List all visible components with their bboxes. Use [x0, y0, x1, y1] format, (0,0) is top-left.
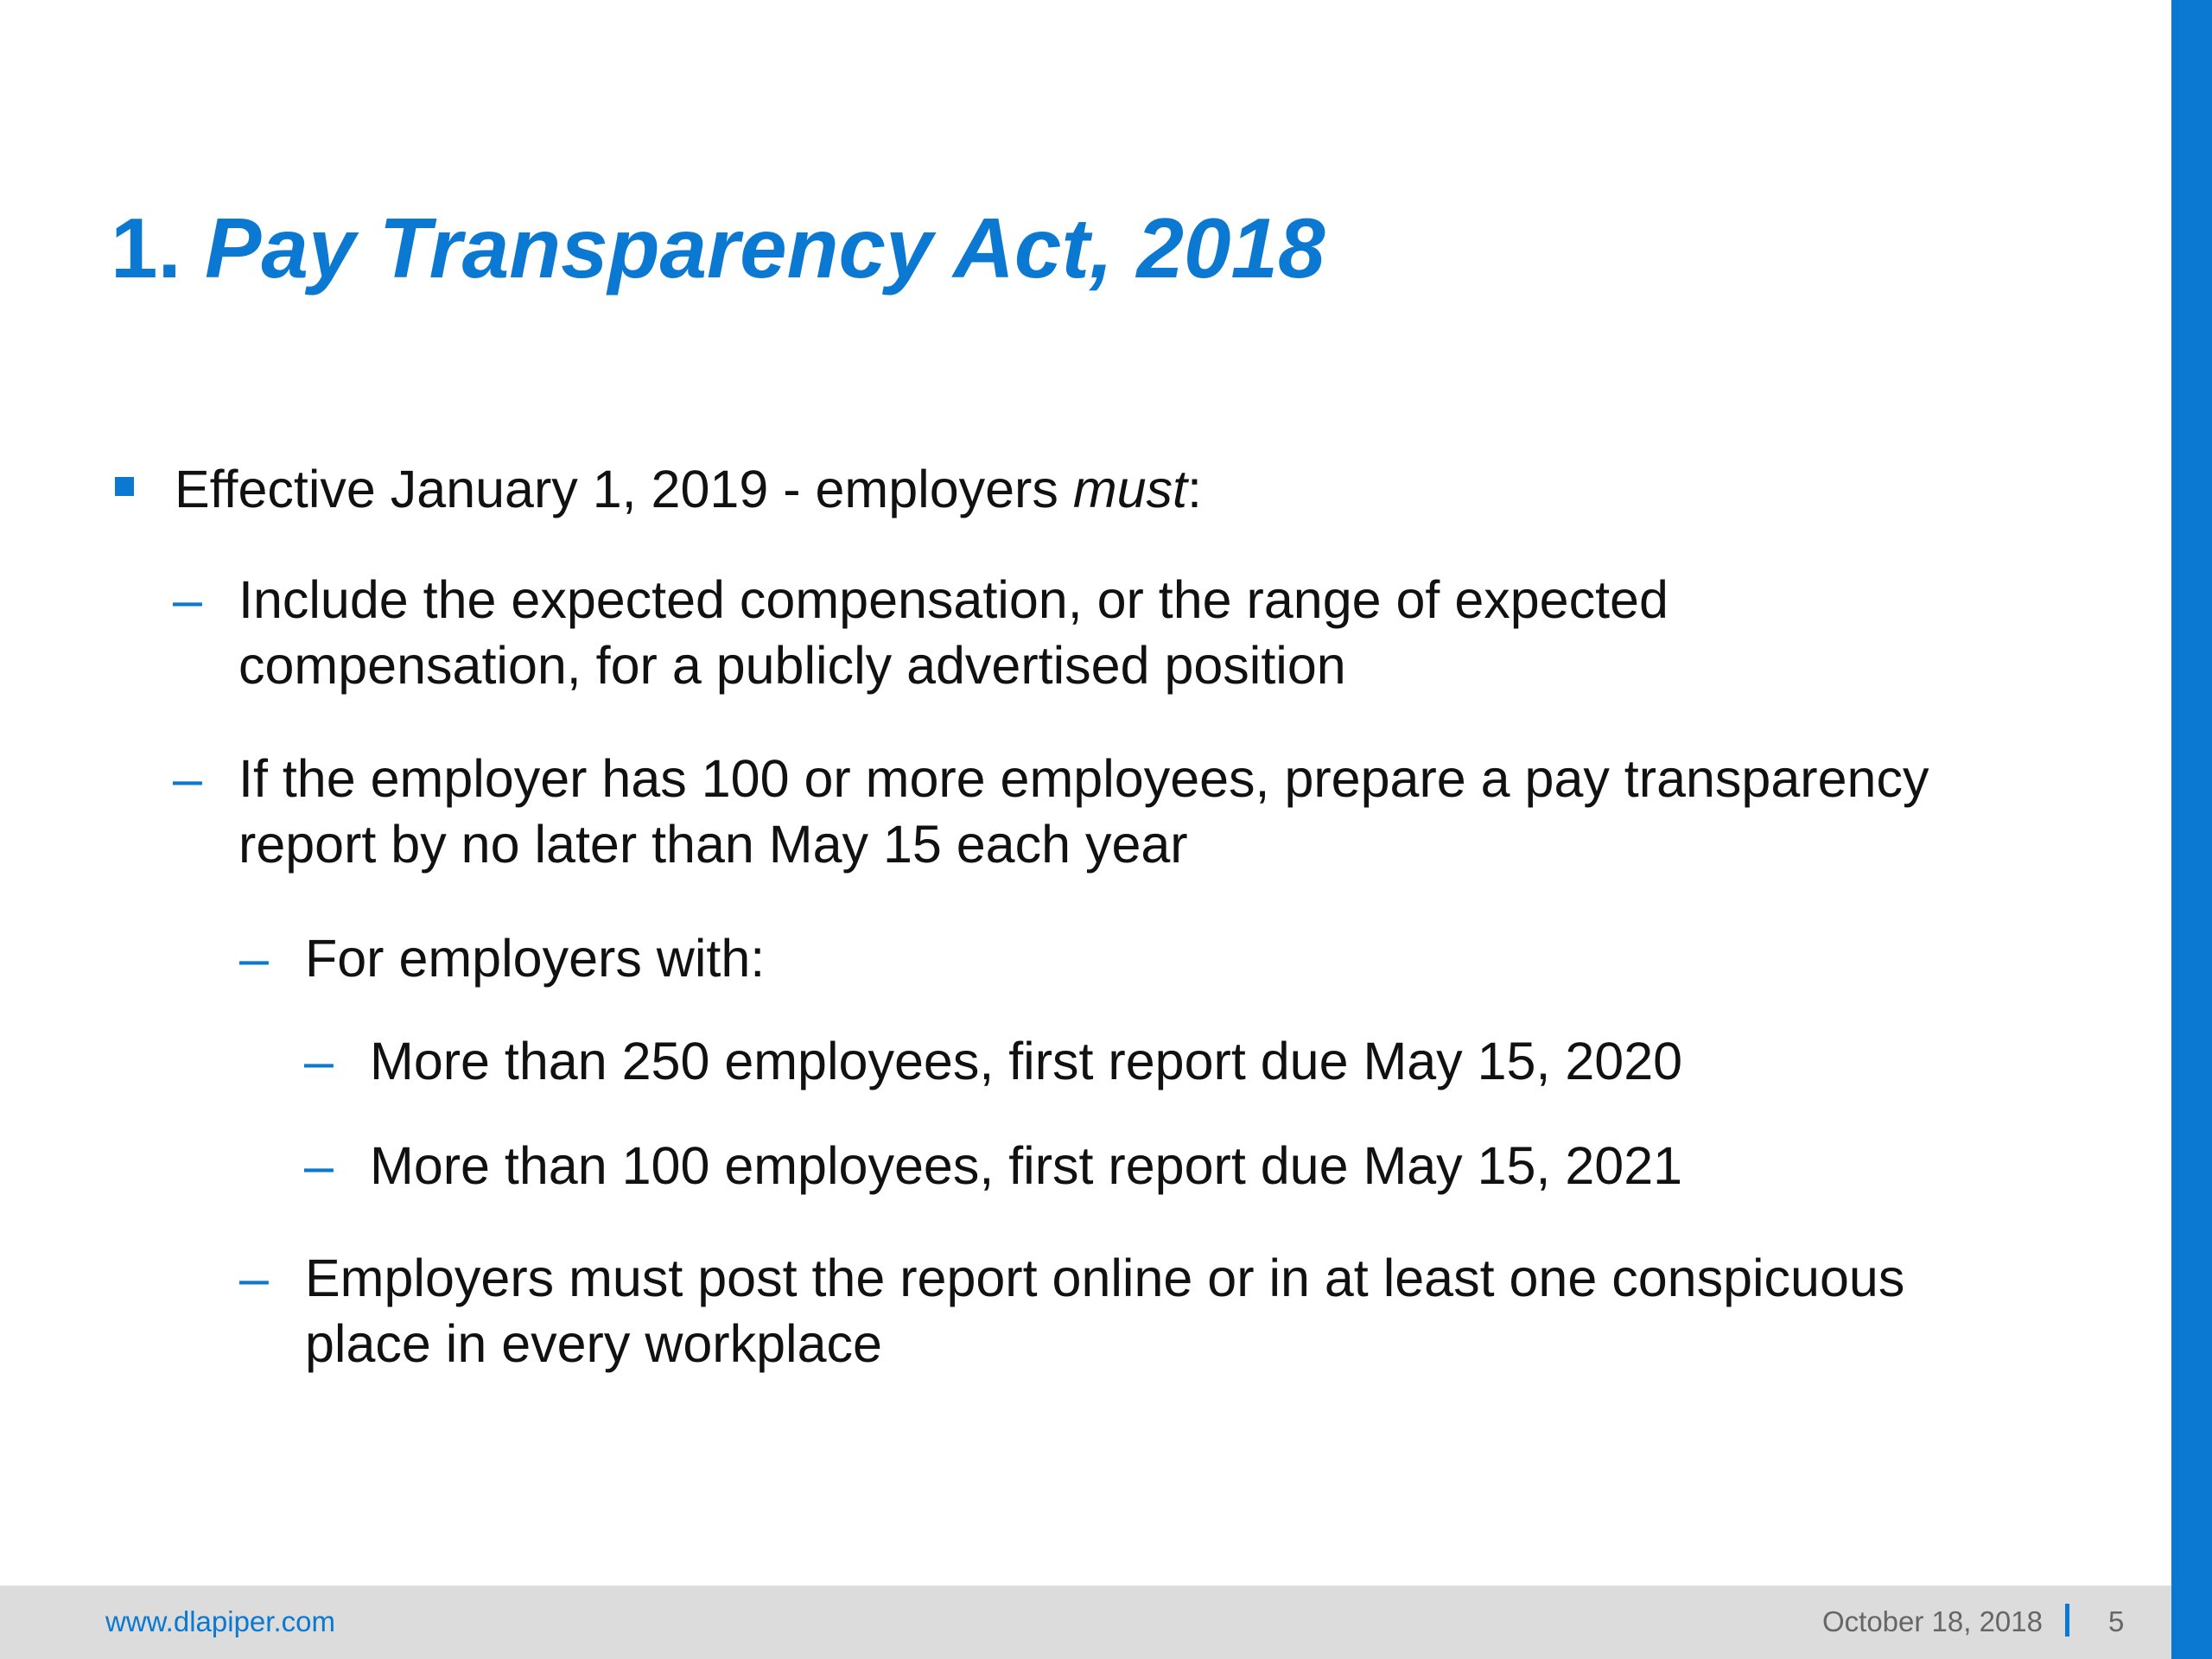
footer-url-link[interactable]: www.dlapiper.com: [105, 1605, 335, 1637]
dash-bullet-icon: –: [304, 1136, 334, 1195]
bullet-emphasis: must: [1072, 460, 1187, 518]
footer-separator: [2065, 1604, 2069, 1637]
sub-bullet-100-employees: More than 100 employees, first report due May 15, 2021: [370, 1136, 1683, 1195]
right-accent-bar: [2171, 0, 2212, 1659]
sub-bullet-line: Include the expected compensation, or the range of expected: [238, 570, 1669, 629]
sub-bullet-250-employees: More than 250 employees, first report due May 15, 2020: [370, 1032, 1683, 1090]
dash-bullet-icon: –: [173, 570, 202, 629]
sub-bullet-line: If the employer has 100 or more employees, prepare a pay transparency: [238, 749, 1929, 808]
dash-bullet-icon: –: [239, 929, 269, 988]
slide-title: [111, 192, 1325, 304]
sub-bullet-for-employers: For employers with:: [305, 929, 766, 988]
bullet-text: Effective January 1, 2019 - employers: [175, 460, 1073, 518]
dash-bullet-icon: –: [239, 1249, 269, 1307]
sub-bullet-report: [238, 746, 1929, 877]
sub-bullet-line: Employers must post the report online or in at least one conspicuous: [305, 1249, 1905, 1307]
sub-bullet-post-report: [305, 1245, 1904, 1376]
title-number: 1.: [111, 200, 205, 296]
dash-bullet-icon: –: [304, 1032, 334, 1090]
footer-date: October 18, 2018: [1821, 1605, 2043, 1637]
square-bullet-icon: [115, 477, 134, 496]
sub-bullet-line: report by no later than May 15 each year: [238, 815, 1188, 874]
title-main: Pay Transparency Act, 2018: [204, 200, 1325, 296]
bullet-effective-date: [175, 456, 1202, 522]
sub-bullet-line: compensation, for a publicly advertised position: [238, 636, 1346, 695]
page-number: 5: [2108, 1605, 2125, 1637]
dash-bullet-icon: –: [173, 749, 202, 808]
bullet-colon: :: [1187, 460, 1202, 518]
sub-bullet-compensation: [238, 567, 1669, 698]
sub-bullet-line: place in every workplace: [305, 1314, 882, 1373]
